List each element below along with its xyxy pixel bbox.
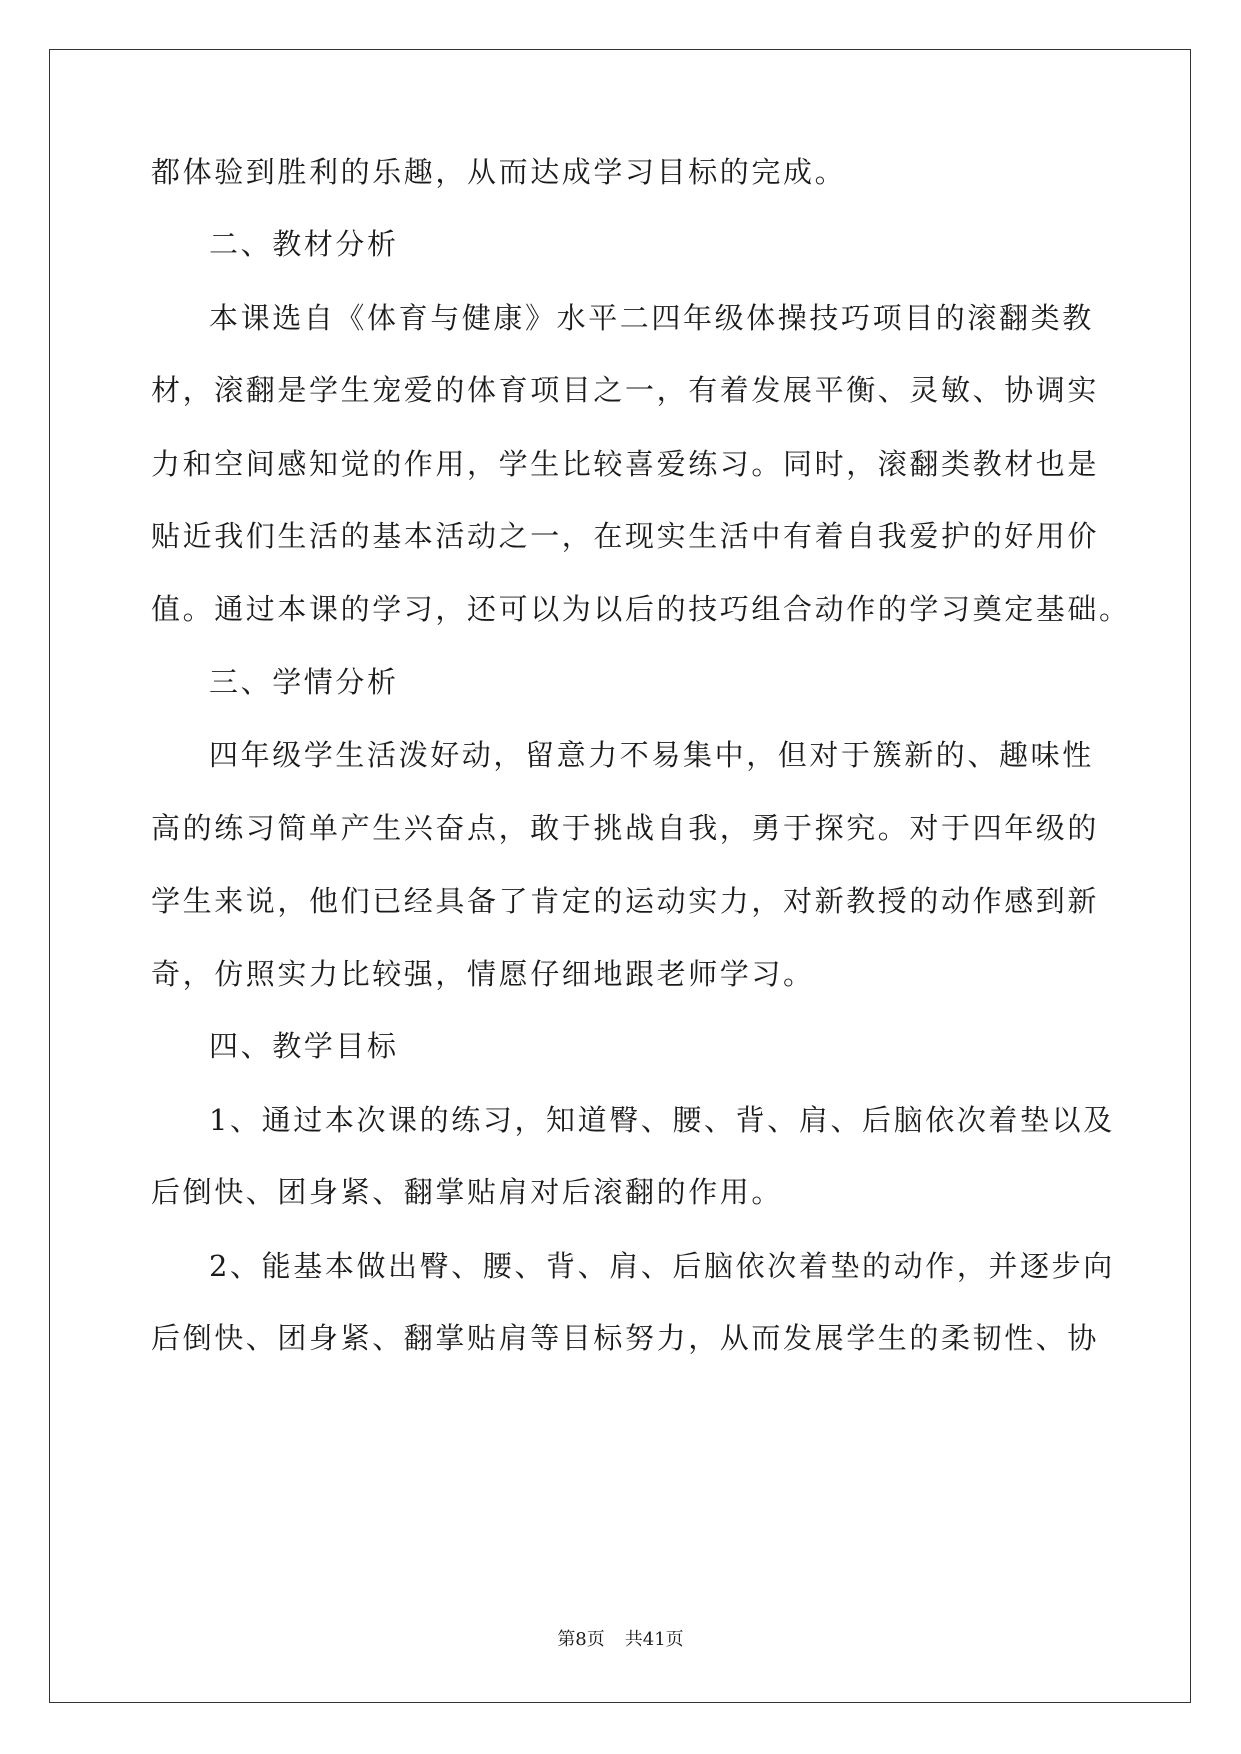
section-heading: 三、学情分析	[209, 665, 399, 699]
page-total: 共41页	[624, 1629, 684, 1650]
text-line: 四年级学生活泼好动，留意力不易集中，但对于簇新的、趣味性	[209, 738, 1094, 772]
text-line: 都体验到胜利的乐趣，从而达成学习目标的完成。	[151, 155, 847, 189]
section-heading: 四、教学目标	[209, 1029, 399, 1063]
text-line: 学生来说，他们已经具备了肯定的运动实力，对新教授的动作感到新	[151, 884, 1100, 918]
text-line: 值。通过本课的学习，还可以为以后的技巧组合动作的学习奠定基础。	[151, 592, 1131, 626]
text-line: 奇，仿照实力比较强，情愿仔细地跟老师学习。	[151, 957, 815, 991]
text-line: 1、通过本次课的练习，知道臀、腰、背、肩、后脑依次着垫以及	[209, 1103, 1115, 1137]
text-line: 材，滚翻是学生宠爱的体育项目之一，有着发展平衡、灵敏、协调实	[151, 373, 1100, 407]
page-footer	[0, 1628, 1241, 1652]
text-line: 后倒快、团身紧、翻掌贴肩等目标努力，从而发展学生的柔韧性、协	[151, 1321, 1100, 1355]
section-heading: 二、教材分析	[209, 227, 399, 261]
page-number: 第8页	[557, 1629, 605, 1650]
text-line: 2、能基本做出臀、腰、背、肩、后脑依次着垫的动作，并逐步向	[209, 1249, 1115, 1283]
text-line: 高的练习简单产生兴奋点，敢于挑战自我，勇于探究。对于四年级的	[151, 811, 1100, 845]
text-line: 本课选自《体育与健康》水平二四年级体操技巧项目的滚翻类教	[209, 301, 1094, 335]
text-line: 贴近我们生活的基本活动之一，在现实生活中有着自我爱护的好用价	[151, 519, 1100, 553]
text-line: 后倒快、团身紧、翻掌贴肩对后滚翻的作用。	[151, 1175, 784, 1209]
text-line: 力和空间感知觉的作用，学生比较喜爱练习。同时，滚翻类教材也是	[151, 447, 1100, 481]
